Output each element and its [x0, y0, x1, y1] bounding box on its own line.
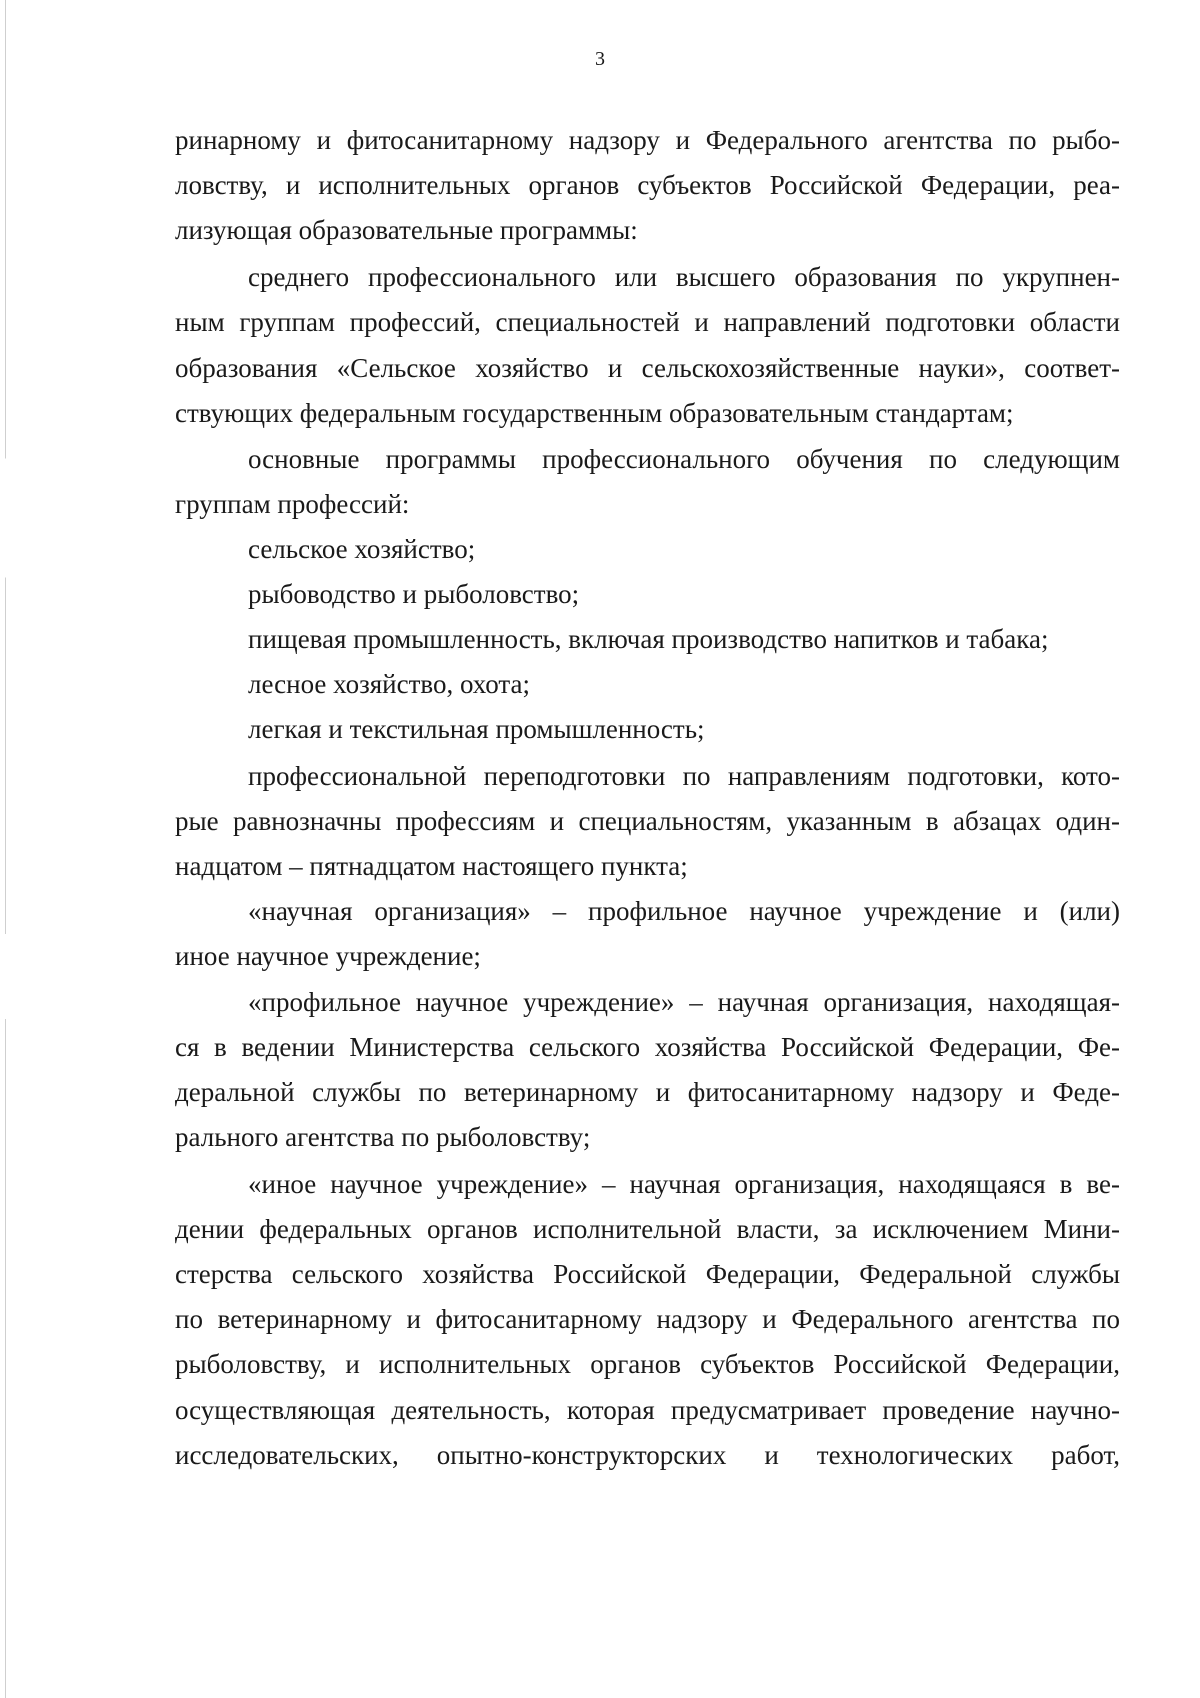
- text-line: легкая и текстильная промышленность;: [248, 714, 705, 744]
- text-line: основные программы профессионального обучения по следующим: [248, 444, 1120, 474]
- text-line: «профильное научное учреждение» – научная организация, находящая-: [248, 987, 1120, 1017]
- text-line: ствующих федеральным государственным образовательным стандартам;: [175, 398, 1014, 428]
- text-line: рые равнозначны профессиям и специальностям, указанным в абзацах один-: [175, 806, 1120, 836]
- scan-edge-artifact: [5, 0, 6, 1698]
- text-line: рыбоводство и рыболовство;: [248, 579, 580, 609]
- text-line: «иное научное учреждение» – научная организация, находящаяся в ве-: [248, 1169, 1120, 1199]
- text-line: надцатом – пятнадцатом настоящего пункта;: [175, 851, 688, 881]
- text-line: дении федеральных органов исполнительной власти, за исключением Мини-: [175, 1214, 1120, 1244]
- text-line: деральной службы по ветеринарному и фитосанитарному надзору и Феде-: [175, 1077, 1120, 1107]
- text-line: лесное хозяйство, охота;: [248, 669, 531, 699]
- text-line: профессиональной переподготовки по направлениям подготовки, кото-: [248, 761, 1120, 791]
- text-line: по ветеринарному и фитосанитарному надзору и Федерального агентства по: [175, 1304, 1120, 1334]
- text-line: сельское хозяйство;: [248, 534, 476, 564]
- text-line: ринарному и фитосанитарному надзору и Федерального агентства по рыбо-: [175, 125, 1120, 155]
- text-line: среднего профессионального или высшего образования по укрупнен-: [248, 262, 1120, 292]
- text-line: осуществляющая деятельность, которая предусматривает проведение научно-: [175, 1395, 1120, 1425]
- page-number: 3: [595, 48, 605, 70]
- text-line: исследовательских, опытно-конструкторских и технологических работ,: [175, 1440, 1120, 1470]
- text-line: стерства сельского хозяйства Российской Федерации, Федеральной службы: [175, 1259, 1120, 1289]
- text-line: пищевая промышленность, включая производство напитков и табака;: [248, 624, 1049, 654]
- text-line: иное научное учреждение;: [175, 941, 481, 971]
- text-line: рыболовству, и исполнительных органов субъектов Российской Федерации,: [175, 1349, 1120, 1379]
- text-line: «научная организация» – профильное научное учреждение и (или): [248, 896, 1120, 926]
- text-line: лизующая образовательные программы:: [175, 215, 638, 245]
- text-line: ным группам профессий, специальностей и направлений подготовки области: [175, 307, 1120, 337]
- text-line: образования «Сельское хозяйство и сельскохозяйственные науки», соответ-: [175, 353, 1120, 383]
- text-line: ся в ведении Министерства сельского хозяйства Российской Федерации, Фе-: [175, 1032, 1120, 1062]
- text-line: группам профессий:: [175, 489, 410, 519]
- text-line: ловству, и исполнительных органов субъектов Российской Федерации, реа-: [175, 170, 1120, 200]
- text-line: рального агентства по рыболовству;: [175, 1122, 591, 1152]
